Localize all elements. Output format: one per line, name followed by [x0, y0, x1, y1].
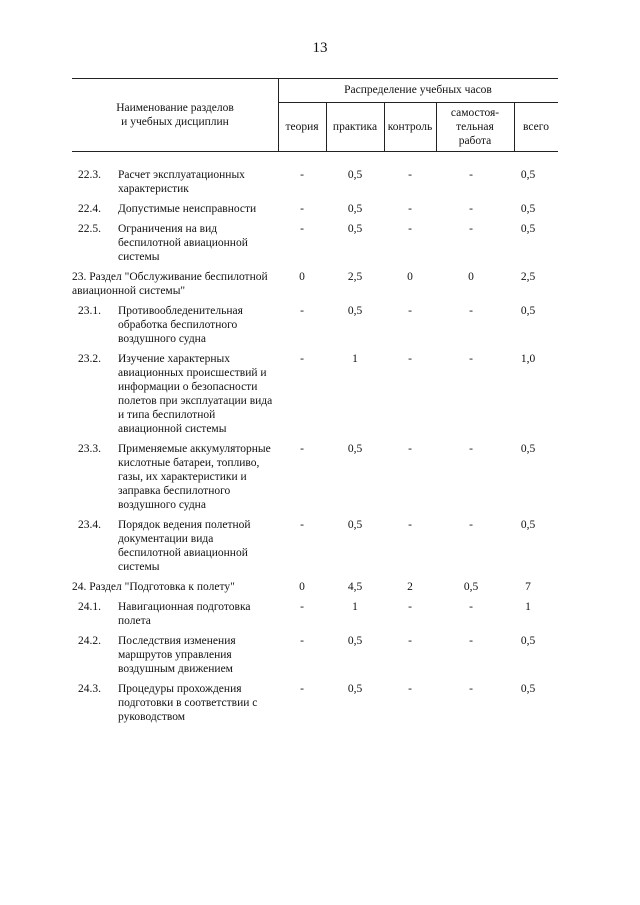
- theory-value: -: [300, 519, 304, 531]
- row-number: 23.2.: [78, 353, 101, 365]
- discipline-name: Допустимые неисправности: [118, 203, 257, 215]
- practice-value: 1: [352, 601, 358, 613]
- discipline-name: Ограничения на вид беспилотной авиационной системы: [118, 223, 248, 263]
- selfwork-value: -: [469, 169, 473, 181]
- practice-value: 0,5: [347, 305, 363, 317]
- control-value: -: [408, 305, 412, 317]
- header-name-line: Наименование разделов: [116, 102, 234, 114]
- table-row: [72, 518, 558, 574]
- row-number: 22.4.: [78, 203, 101, 215]
- control-value: -: [408, 683, 412, 695]
- selfwork-value: -: [469, 443, 473, 455]
- row-number: 24.3.: [78, 683, 101, 695]
- total-value: 0,5: [520, 443, 536, 455]
- discipline-name: Противообледенительная обработка беспилотного воздушного судна: [118, 305, 243, 345]
- table-row: [72, 442, 558, 512]
- practice-value: 0,5: [347, 203, 363, 215]
- practice-value: 0,5: [347, 443, 363, 455]
- selfwork-value: -: [469, 353, 473, 365]
- discipline-name: Последствия изменения маршрутов управления воздушным движением: [118, 635, 236, 675]
- section-row: [72, 270, 558, 298]
- control-value: -: [408, 223, 412, 235]
- discipline-name: Применяемые аккумуляторные кислотные батареи, топливо, газы, их характеристики и заправка беспилотного воздушного судна: [118, 443, 271, 511]
- table-row: [72, 600, 558, 628]
- practice-value: 0,5: [347, 169, 363, 181]
- control-value: -: [408, 601, 412, 613]
- practice-value: 0,5: [347, 519, 363, 531]
- theory-value: -: [300, 223, 304, 235]
- selfwork-value: -: [469, 635, 473, 647]
- control-value: -: [408, 443, 412, 455]
- discipline-name: Навигационная подготовка полета: [118, 601, 251, 627]
- practice-value: 0,5: [347, 635, 363, 647]
- header-practice: практика: [332, 121, 378, 133]
- total-value: 7: [525, 581, 531, 593]
- row-number: 23.4.: [78, 519, 101, 531]
- section-title: 23. Раздел "Обслуживание беспилотной авиационной системы": [72, 271, 268, 297]
- header-distribution: Распределение учебных часов: [344, 84, 492, 96]
- control-value: -: [408, 519, 412, 531]
- total-value: 0,5: [520, 305, 536, 317]
- page-number: 13: [312, 40, 328, 56]
- selfwork-value: -: [469, 519, 473, 531]
- total-value: 0,5: [520, 519, 536, 531]
- row-number: 24.2.: [78, 635, 101, 647]
- theory-value: 0: [299, 581, 305, 593]
- theory-value: -: [300, 305, 304, 317]
- control-value: -: [408, 169, 412, 181]
- control-value: -: [408, 353, 412, 365]
- theory-value: -: [300, 443, 304, 455]
- section-row: [72, 580, 558, 594]
- header-name-column: [72, 78, 278, 152]
- table-row: [72, 222, 558, 264]
- total-value: 0,5: [520, 635, 536, 647]
- selfwork-value: -: [469, 223, 473, 235]
- row-number: 23.1.: [78, 305, 101, 317]
- header-selfwork-line: тельная: [456, 121, 494, 133]
- discipline-name: Изучение характерных авиационных происшествий и информации о безопасности полетов при эксплуатации вида и типа беспилотной авиационной системы: [118, 353, 273, 435]
- theory-value: -: [300, 169, 304, 181]
- table-row: [72, 168, 558, 196]
- header-name-line: и учебных дисциплин: [121, 116, 229, 128]
- row-number: 22.3.: [78, 169, 101, 181]
- header-selfwork-line: самостоя-: [450, 107, 500, 119]
- table-row: [72, 352, 558, 436]
- row-number: 24.1.: [78, 601, 101, 613]
- practice-value: 0,5: [347, 683, 363, 695]
- header-control: контроль: [387, 121, 433, 133]
- row-number: 23.3.: [78, 443, 101, 455]
- discipline-name: Порядок ведения полетной документации вида беспилотной авиационной системы: [118, 519, 251, 573]
- selfwork-value: -: [469, 601, 473, 613]
- header-total: всего: [523, 121, 549, 133]
- discipline-name: Расчет эксплуатационных характеристик: [118, 169, 245, 195]
- total-value: 2,5: [520, 271, 536, 283]
- table-row: [72, 304, 558, 346]
- total-value: 0,5: [520, 169, 536, 181]
- total-value: 0,5: [520, 223, 536, 235]
- practice-value: 2,5: [347, 271, 363, 283]
- section-title: 24. Раздел "Подготовка к полету": [72, 581, 235, 593]
- table-row: [72, 634, 558, 676]
- theory-value: 0: [299, 271, 305, 283]
- table-header: [72, 78, 558, 152]
- table-row: [72, 682, 558, 724]
- theory-value: -: [300, 601, 304, 613]
- selfwork-value: -: [469, 683, 473, 695]
- table-body: [72, 168, 558, 730]
- discipline-name: Процедуры прохождения подготовки в соответствии с руководством: [118, 683, 258, 723]
- control-value: -: [408, 203, 412, 215]
- theory-value: -: [300, 203, 304, 215]
- practice-value: 0,5: [347, 223, 363, 235]
- header-selfwork: [436, 102, 514, 152]
- row-number: 22.5.: [78, 223, 101, 235]
- total-value: 0,5: [520, 203, 536, 215]
- control-value: -: [408, 635, 412, 647]
- selfwork-value: -: [469, 305, 473, 317]
- selfwork-value: 0: [468, 271, 474, 283]
- control-value: 2: [407, 581, 413, 593]
- selfwork-value: -: [469, 203, 473, 215]
- theory-value: -: [300, 683, 304, 695]
- selfwork-value: 0,5: [463, 581, 479, 593]
- header-selfwork-line: работа: [458, 135, 492, 147]
- control-value: 0: [407, 271, 413, 283]
- theory-value: -: [300, 353, 304, 365]
- theory-value: -: [300, 635, 304, 647]
- practice-value: 4,5: [347, 581, 363, 593]
- table-row: [72, 202, 558, 216]
- header-theory: теория: [285, 121, 319, 133]
- total-value: 1,0: [520, 353, 536, 365]
- total-value: 1: [525, 601, 531, 613]
- practice-value: 1: [352, 353, 358, 365]
- total-value: 0,5: [520, 683, 536, 695]
